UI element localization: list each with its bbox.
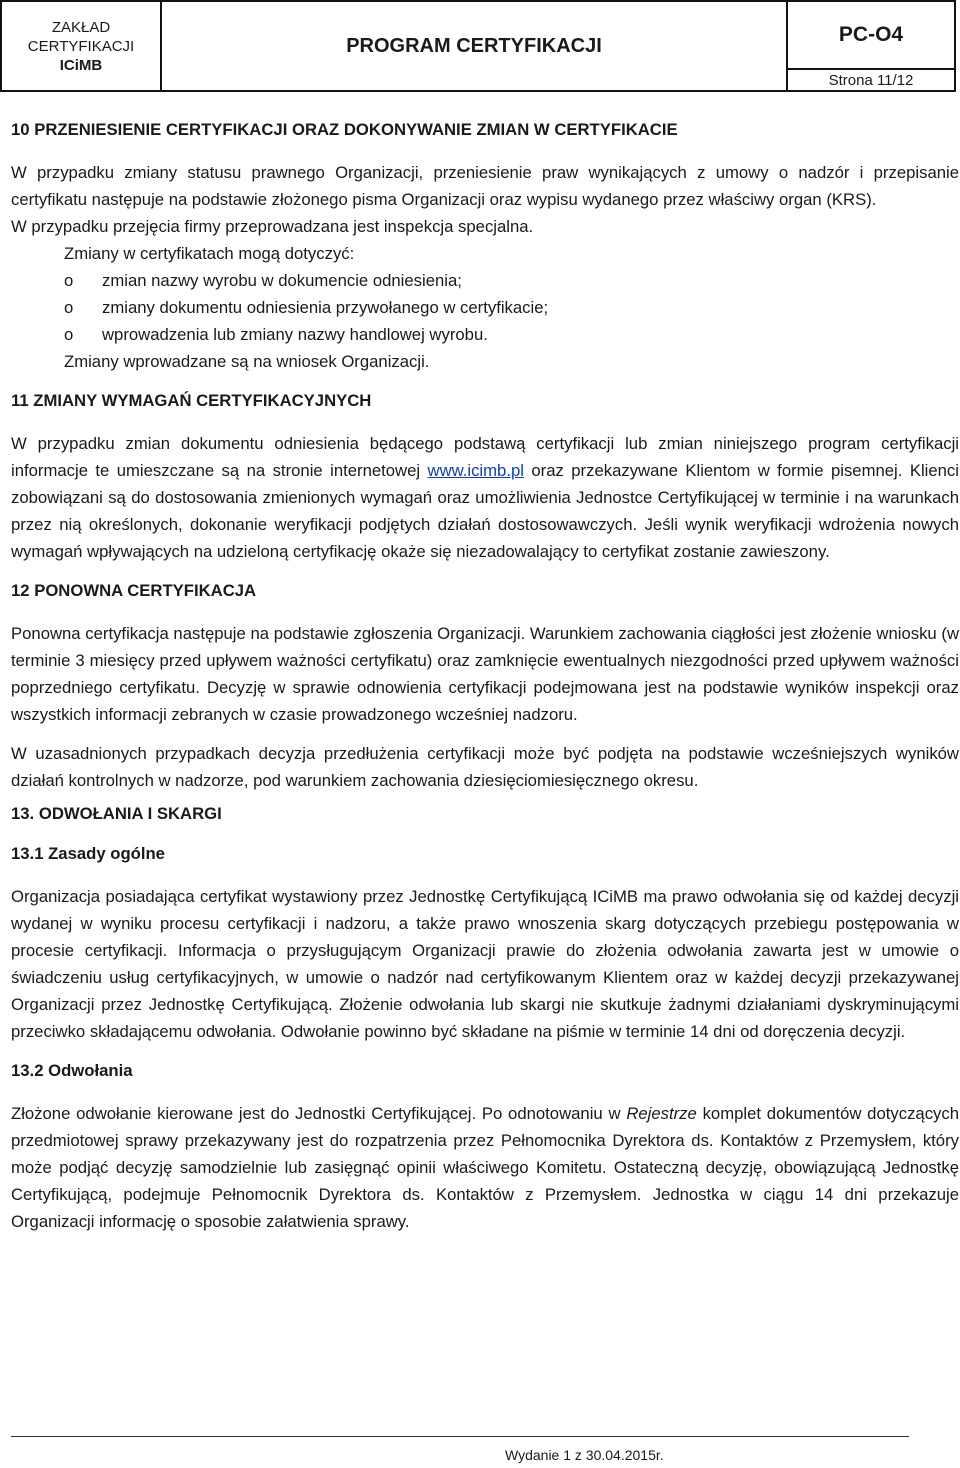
section-12-heading: 12 PONOWNA CERTYFIKACJA xyxy=(11,581,257,600)
section-13-2-text-b: komplet dokumentów dotyczących przedmiotowej sprawy przekazywany jest do rozpatrzenia przez Pełnomocnika Dyrektora ds. Kontaktów z Przemysłem, który może podjąć decyzję samodzielnie lub zasięgnąć opinii właściwego Komitetu. Ostateczną decyzję, obowiązującą Jednostkę Certyfikującą, podejmuje Pełnomocnik Dyrektora ds. Kontaktów z Przemysłem. Jednostka w ciągu 14 dni przekazuje Organizacji informację o sposobie załatwienia sprawy. xyxy=(11,1104,960,1231)
page-header xyxy=(0,0,956,92)
bullet-marker: o xyxy=(64,298,74,317)
bullet-marker: o xyxy=(64,325,74,344)
list-item-text: zmiany dokumentu odniesienia przywołanego w certyfikacie; xyxy=(102,298,549,317)
org-line-2: CERTYFIKACJI xyxy=(27,37,135,55)
org-line-3: ICiMB xyxy=(59,56,103,74)
org-block xyxy=(2,2,162,90)
footer-edition: Wydanie 1 z 30.04.2015r. xyxy=(505,1447,664,1463)
document-body xyxy=(11,116,959,1235)
section-13-2-heading: 13.2 Odwołania xyxy=(11,1061,133,1080)
section-13-2-paragraph xyxy=(11,1100,959,1235)
section-11-text-a: W przypadku zmian dokumentu odniesienia będącego podstawą certyfikacji lub zmian niniejszego program certyfikacji informacje te umieszczane są na stronie internetowej xyxy=(11,434,959,480)
section-12-paragraph-2: W uzasadnionych przypadkach decyzja przedłużenia certyfikacji może być podjęta na podstawie wcześniejszych wyników działań kontrolnych w nadzorze, pod warunkiem zachowania dziesięciomiesięcznego okresu. xyxy=(11,744,959,790)
section-10-paragraph-2: W przypadku przejęcia firmy przeprowadzana jest inspekcja specjalna. xyxy=(11,217,534,236)
section-10-paragraph-1: W przypadku zmiany statusu prawnego Organizacji, przeniesienie praw wynikających z umowy o nadzór i przepisanie certyfikatu następuje na podstawie złożonego pisma Organizacji oraz wypisu wydanego przez właściwy organ (KRS). xyxy=(11,163,959,209)
section-11-paragraph xyxy=(11,430,959,565)
section-11-text-b: oraz przekazywane Klientom w formie pisemnej. Klienci zobowiązani są do dostosowania zmienionych wymagań oraz umożliwienia Jednostce Certyfikującej w terminie i na warunkach przez nią określonych, dokonanie weryfikacji podjętych działań dostosowawczych. Jeśli wynik weryfikacji wdrożenia nowych wymagań wpływających na udzieloną certyfikację okaże się niezadowalający to certyfikat zostanie zawieszony. xyxy=(11,461,959,561)
list-item-text: wprowadzenia lub zmiany nazwy handlowej wyrobu. xyxy=(102,325,488,344)
bullet-marker: o xyxy=(64,271,74,290)
register-term: Rejestrze xyxy=(626,1104,697,1123)
section-10-heading: 10 PRZENIESIENIE CERTYFIKACJI ORAZ DOKONYWANIE ZMIAN W CERTYFIKACIE xyxy=(11,120,678,139)
footer-rule xyxy=(11,1436,909,1437)
document-title: PROGRAM CERTYFIKACJI xyxy=(162,2,788,90)
section-13-heading: 13. ODWOŁANIA I SKARGI xyxy=(11,804,222,823)
changes-intro: Zmiany w certyfikatach mogą dotyczyć: xyxy=(64,244,355,263)
list-item xyxy=(64,267,959,294)
section-13-1-paragraph: Organizacja posiadająca certyfikat wystawiony przez Jednostkę Certyfikującą ICiMB ma prawo odwołania się od każdej decyzji wydanej w wyniku procesu certyfikacji i nadzoru, a także prawo wnoszenia skarg dotyczących przebiegu postępowania w procesie certyfikacji. Informacja o przysługującym Organizacji prawie do złożenia odwołania zawarta jest w umowie o świadczeniu usług certyfikacyjnych, w umowie o nadzór nad certyfikowanym Klientem oraz w każdej decyzji przekazywanej Organizacji przez Jednostkę Certyfikującą. Złożenie odwołania lub skargi nie skutkuje żadnymi działaniami dyskryminującymi przeciwko składającemu odwołania. Odwołanie powinno być składane na piśmie w terminie 14 dni od doręczenia decyzji. xyxy=(11,887,959,1041)
list-item xyxy=(64,294,959,321)
section-13-2-text-a: Złożone odwołanie kierowane jest do Jednostki Certyfikującej. Po odnotowaniu w xyxy=(11,1104,627,1123)
section-12-paragraph-1: Ponowna certyfikacja następuje na podstawie zgłoszenia Organizacji. Warunkiem zachowania ciągłości jest złożenie wniosku (w terminie 3 miesięcy przed upływem ważności certyfikatu) oraz zamknięcie ewentualnych niezgodności przed upływem ważności poprzedniego certyfikatu. Decyzję w sprawie odnowienia certyfikacji podejmowana jest na podstawie wyników inspekcji oraz wszystkich informacji zebranych w czasie prowadzonego wcześniej nadzoru. xyxy=(11,624,959,724)
section-11-heading: 11 ZMIANY WYMAGAŃ CERTYFIKACYJNYCH xyxy=(11,391,372,410)
list-item-text: zmian nazwy wyrobu w dokumencie odniesienia; xyxy=(102,271,462,290)
document-code: PC-O4 xyxy=(788,2,954,70)
changes-outro: Zmiany wprowadzane są na wniosek Organizacji. xyxy=(64,352,430,371)
page-number: Strona 11/12 xyxy=(828,71,914,89)
icimb-website-link[interactable]: www.icimb.pl xyxy=(427,461,524,480)
changes-block xyxy=(11,240,959,375)
org-line-1: ZAKŁAD xyxy=(51,18,111,36)
doc-meta xyxy=(788,2,954,90)
list-item xyxy=(64,321,959,348)
section-13-1-heading: 13.1 Zasady ogólne xyxy=(11,844,165,863)
